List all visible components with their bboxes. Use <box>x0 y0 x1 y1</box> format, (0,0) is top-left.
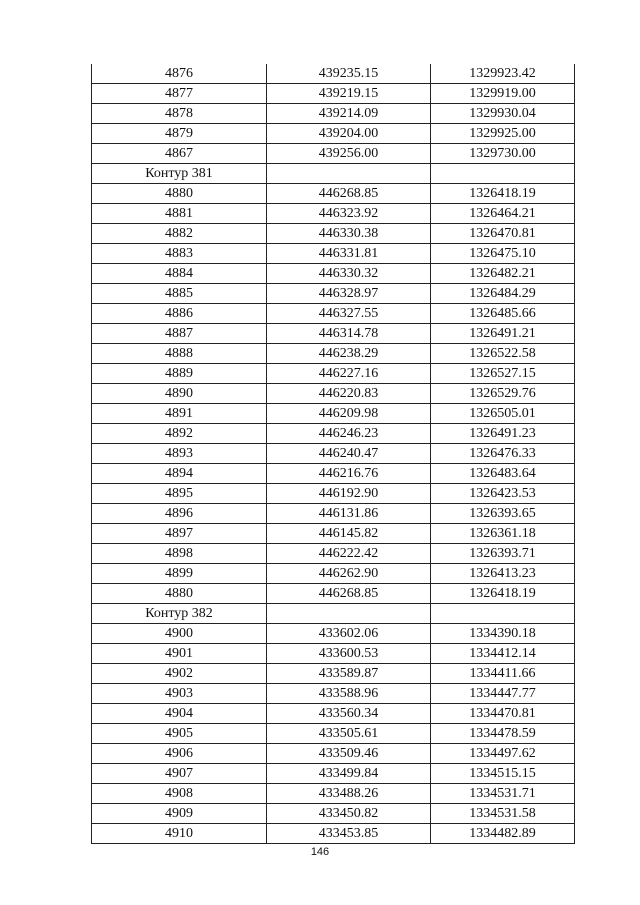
x-coordinate-cell: 433450.82 <box>267 804 431 824</box>
point-number-cell: 4893 <box>92 444 267 464</box>
point-number-cell: 4898 <box>92 544 267 564</box>
x-coordinate-cell: 446331.81 <box>267 244 431 264</box>
empty-cell <box>267 164 431 184</box>
table-row <box>92 204 575 224</box>
point-number-cell: 4909 <box>92 804 267 824</box>
y-coordinate-cell: 1334390.18 <box>431 624 575 644</box>
y-coordinate-cell: 1334531.71 <box>431 784 575 804</box>
table-row <box>92 384 575 404</box>
table-row <box>92 524 575 544</box>
point-number-cell: 4888 <box>92 344 267 364</box>
y-coordinate-cell: 1334482.89 <box>431 824 575 844</box>
x-coordinate-cell: 446328.97 <box>267 284 431 304</box>
y-coordinate-cell: 1326483.64 <box>431 464 575 484</box>
y-coordinate-cell: 1326418.19 <box>431 584 575 604</box>
y-coordinate-cell: 1326522.58 <box>431 344 575 364</box>
x-coordinate-cell: 433499.84 <box>267 764 431 784</box>
y-coordinate-cell: 1326527.15 <box>431 364 575 384</box>
x-coordinate-cell: 446238.29 <box>267 344 431 364</box>
point-number-cell: 4901 <box>92 644 267 664</box>
x-coordinate-cell: 446327.55 <box>267 304 431 324</box>
point-number-cell: 4880 <box>92 184 267 204</box>
y-coordinate-cell: 1329923.42 <box>431 64 575 84</box>
y-coordinate-cell: 1334531.58 <box>431 804 575 824</box>
x-coordinate-cell: 446330.32 <box>267 264 431 284</box>
point-number-cell: 4900 <box>92 624 267 644</box>
y-coordinate-cell: 1334497.62 <box>431 744 575 764</box>
point-number-cell: 4884 <box>92 264 267 284</box>
coordinates-table-body <box>92 64 575 844</box>
point-number-cell: 4908 <box>92 784 267 804</box>
table-row <box>92 404 575 424</box>
x-coordinate-cell: 439204.00 <box>267 124 431 144</box>
x-coordinate-cell: 439235.15 <box>267 64 431 84</box>
table-row <box>92 224 575 244</box>
point-number-cell: 4906 <box>92 744 267 764</box>
y-coordinate-cell: 1326491.23 <box>431 424 575 444</box>
table-row <box>92 184 575 204</box>
x-coordinate-cell: 433453.85 <box>267 824 431 844</box>
x-coordinate-cell: 446145.82 <box>267 524 431 544</box>
point-number-cell: 4867 <box>92 144 267 164</box>
table-row <box>92 84 575 104</box>
section-header-row <box>92 604 575 624</box>
y-coordinate-cell: 1326464.21 <box>431 204 575 224</box>
point-number-cell: 4897 <box>92 524 267 544</box>
table-row <box>92 64 575 84</box>
x-coordinate-cell: 439256.00 <box>267 144 431 164</box>
x-coordinate-cell: 433602.06 <box>267 624 431 644</box>
point-number-cell: 4878 <box>92 104 267 124</box>
point-number-cell: 4903 <box>92 684 267 704</box>
point-number-cell: 4877 <box>92 84 267 104</box>
point-number-cell: 4896 <box>92 504 267 524</box>
table-row <box>92 504 575 524</box>
y-coordinate-cell: 1326361.18 <box>431 524 575 544</box>
point-number-cell: 4910 <box>92 824 267 844</box>
y-coordinate-cell: 1334515.15 <box>431 764 575 784</box>
x-coordinate-cell: 433588.96 <box>267 684 431 704</box>
x-coordinate-cell: 446268.85 <box>267 584 431 604</box>
x-coordinate-cell: 446240.47 <box>267 444 431 464</box>
table-row <box>92 284 575 304</box>
table-row <box>92 244 575 264</box>
y-coordinate-cell: 1334470.81 <box>431 704 575 724</box>
x-coordinate-cell: 433560.34 <box>267 704 431 724</box>
point-number-cell: 4907 <box>92 764 267 784</box>
y-coordinate-cell: 1334478.59 <box>431 724 575 744</box>
table-row <box>92 744 575 764</box>
point-number-cell: 4889 <box>92 364 267 384</box>
table-row <box>92 764 575 784</box>
point-number-cell: 4890 <box>92 384 267 404</box>
x-coordinate-cell: 433509.46 <box>267 744 431 764</box>
point-number-cell: 4886 <box>92 304 267 324</box>
table-row <box>92 304 575 324</box>
x-coordinate-cell: 446222.42 <box>267 544 431 564</box>
y-coordinate-cell: 1326485.66 <box>431 304 575 324</box>
y-coordinate-cell: 1326482.21 <box>431 264 575 284</box>
x-coordinate-cell: 446330.38 <box>267 224 431 244</box>
point-number-cell: 4885 <box>92 284 267 304</box>
y-coordinate-cell: 1326423.53 <box>431 484 575 504</box>
point-number-cell: 4880 <box>92 584 267 604</box>
y-coordinate-cell: 1326393.65 <box>431 504 575 524</box>
x-coordinate-cell: 446131.86 <box>267 504 431 524</box>
x-coordinate-cell: 446220.83 <box>267 384 431 404</box>
y-coordinate-cell: 1326484.29 <box>431 284 575 304</box>
x-coordinate-cell: 433589.87 <box>267 664 431 684</box>
point-number-cell: 4881 <box>92 204 267 224</box>
empty-cell <box>267 604 431 624</box>
table-row <box>92 664 575 684</box>
x-coordinate-cell: 446268.85 <box>267 184 431 204</box>
table-row <box>92 104 575 124</box>
y-coordinate-cell: 1326475.10 <box>431 244 575 264</box>
y-coordinate-cell: 1329730.00 <box>431 144 575 164</box>
y-coordinate-cell: 1329919.00 <box>431 84 575 104</box>
x-coordinate-cell: 433505.61 <box>267 724 431 744</box>
point-number-cell: 4899 <box>92 564 267 584</box>
table-row <box>92 564 575 584</box>
table-row <box>92 784 575 804</box>
empty-cell <box>431 604 575 624</box>
y-coordinate-cell: 1334411.66 <box>431 664 575 684</box>
table-row <box>92 724 575 744</box>
point-number-cell: 4882 <box>92 224 267 244</box>
point-number-cell: 4902 <box>92 664 267 684</box>
point-number-cell: 4887 <box>92 324 267 344</box>
y-coordinate-cell: 1326393.71 <box>431 544 575 564</box>
section-label: Контур 382 <box>92 604 267 624</box>
table-row <box>92 544 575 564</box>
y-coordinate-cell: 1334447.77 <box>431 684 575 704</box>
y-coordinate-cell: 1326418.19 <box>431 184 575 204</box>
table-row <box>92 704 575 724</box>
point-number-cell: 4879 <box>92 124 267 144</box>
coordinates-table <box>91 64 575 844</box>
point-number-cell: 4883 <box>92 244 267 264</box>
y-coordinate-cell: 1329925.00 <box>431 124 575 144</box>
x-coordinate-cell: 446192.90 <box>267 484 431 504</box>
x-coordinate-cell: 446262.90 <box>267 564 431 584</box>
section-header-row <box>92 164 575 184</box>
table-row <box>92 644 575 664</box>
x-coordinate-cell: 446246.23 <box>267 424 431 444</box>
table-row <box>92 824 575 844</box>
table-row <box>92 144 575 164</box>
table-row <box>92 424 575 444</box>
table-row <box>92 584 575 604</box>
x-coordinate-cell: 446209.98 <box>267 404 431 424</box>
x-coordinate-cell: 446323.92 <box>267 204 431 224</box>
x-coordinate-cell: 439214.09 <box>267 104 431 124</box>
table-row <box>92 624 575 644</box>
table-row <box>92 364 575 384</box>
y-coordinate-cell: 1326529.76 <box>431 384 575 404</box>
y-coordinate-cell: 1326491.21 <box>431 324 575 344</box>
table-row <box>92 124 575 144</box>
empty-cell <box>431 164 575 184</box>
y-coordinate-cell: 1326470.81 <box>431 224 575 244</box>
section-label: Контур 381 <box>92 164 267 184</box>
point-number-cell: 4895 <box>92 484 267 504</box>
table-row <box>92 444 575 464</box>
x-coordinate-cell: 446227.16 <box>267 364 431 384</box>
point-number-cell: 4905 <box>92 724 267 744</box>
y-coordinate-cell: 1329930.04 <box>431 104 575 124</box>
table-row <box>92 344 575 364</box>
y-coordinate-cell: 1326505.01 <box>431 404 575 424</box>
table-row <box>92 684 575 704</box>
y-coordinate-cell: 1326476.33 <box>431 444 575 464</box>
page-number: 146 <box>310 846 330 858</box>
table-row <box>92 464 575 484</box>
point-number-cell: 4891 <box>92 404 267 424</box>
y-coordinate-cell: 1326413.23 <box>431 564 575 584</box>
x-coordinate-cell: 446314.78 <box>267 324 431 344</box>
point-number-cell: 4876 <box>92 64 267 84</box>
point-number-cell: 4904 <box>92 704 267 724</box>
x-coordinate-cell: 446216.76 <box>267 464 431 484</box>
table-row <box>92 804 575 824</box>
table-row <box>92 324 575 344</box>
x-coordinate-cell: 433488.26 <box>267 784 431 804</box>
x-coordinate-cell: 433600.53 <box>267 644 431 664</box>
table-row <box>92 264 575 284</box>
y-coordinate-cell: 1334412.14 <box>431 644 575 664</box>
point-number-cell: 4892 <box>92 424 267 444</box>
table-row <box>92 484 575 504</box>
x-coordinate-cell: 439219.15 <box>267 84 431 104</box>
point-number-cell: 4894 <box>92 464 267 484</box>
